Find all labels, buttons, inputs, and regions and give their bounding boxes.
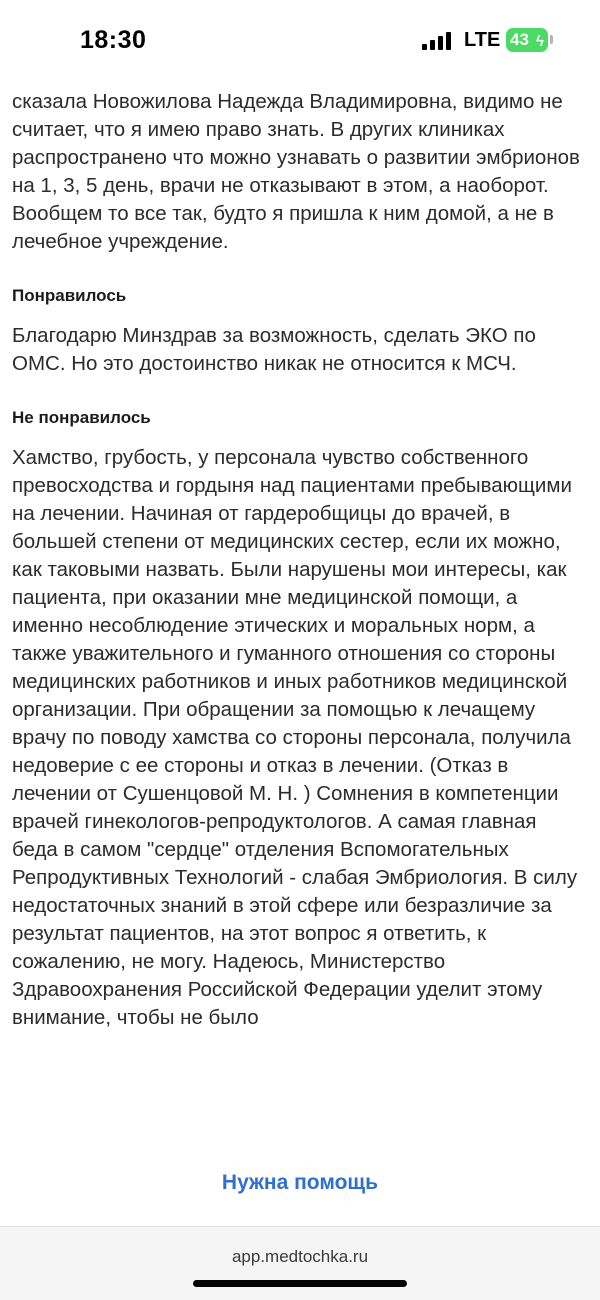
url-text[interactable]: app.medtochka.ru — [231, 1247, 369, 1266]
battery-level: 43 — [510, 30, 529, 49]
liked-section-title: Понравилось — [12, 286, 127, 305]
disliked-section-title: Не понравилось — [12, 408, 151, 427]
disliked-text: Хамство, грубость, у персонала чувство собственного превосходства и гордыня над пациентами пребывающими на лечении. Начиная от гардеробщицы до врачей, в большей степени от медицинских сестер, если их можно, как таковыми назвать. Были нарушены мои интересы, как пациента, при оказании мне медицинской помощи, а именно несоблюдение этических и моральных норм, а также уважительного и гуманного отношения со стороны медицинских работников и иных работников медицинской организации. При обращении за помощью к лечащему врачу по поводу хамства со стороны персонала, получила недоверие с ее стороны и отказ в лечении. (Отказ в лечении от Сушенцовой М. Н. ) Сомнения в компетенции врачей гинекологов-репродуктологов. А самая главная беда в самом "сердце" отделения Вспомогательных Репродуктивных Технологий - слабая Эмбриология. В силу недостаточных знаний в этой сфере или безразличие за результат пациентов, на этот вопрос я ответить, к сожалению, не могу. Надеюсь, Министерство Здравоохранения Российской Федерации уделит этому внимание, чтобы не было — [12, 446, 578, 1029]
network-type: LTE — [464, 29, 501, 51]
need-help-button[interactable]: Нужна помощь — [0, 1160, 600, 1206]
review-content[interactable] — [0, 60, 600, 1140]
status-time: 18:30 — [80, 26, 147, 54]
battery-cap — [550, 35, 553, 44]
content-fade — [0, 1120, 600, 1146]
liked-text: Благодарю Минздрав за возможность, сделать ЭКО по ОМС. Но это достоинство никак не относится к МСЧ. — [12, 324, 536, 375]
signal-icon — [422, 32, 454, 50]
status-bar — [0, 0, 600, 80]
browser-url-bar[interactable] — [0, 1227, 600, 1300]
battery-icon — [506, 28, 548, 52]
home-indicator[interactable] — [193, 1280, 407, 1287]
charging-icon: ϟ — [536, 33, 544, 50]
review-intro-text: сказала Новожилова Надежда Владимировна, видимо не считает, что я имею право знать. В других клиниках распространено что можно узнавать о развитии эмбрионов на 1, 3, 5 день, врачи не отказывают в этом, а наоборот. Вообщем то все так, будто я пришла к ним домой, а не в лечебное учреждение. — [12, 90, 580, 253]
